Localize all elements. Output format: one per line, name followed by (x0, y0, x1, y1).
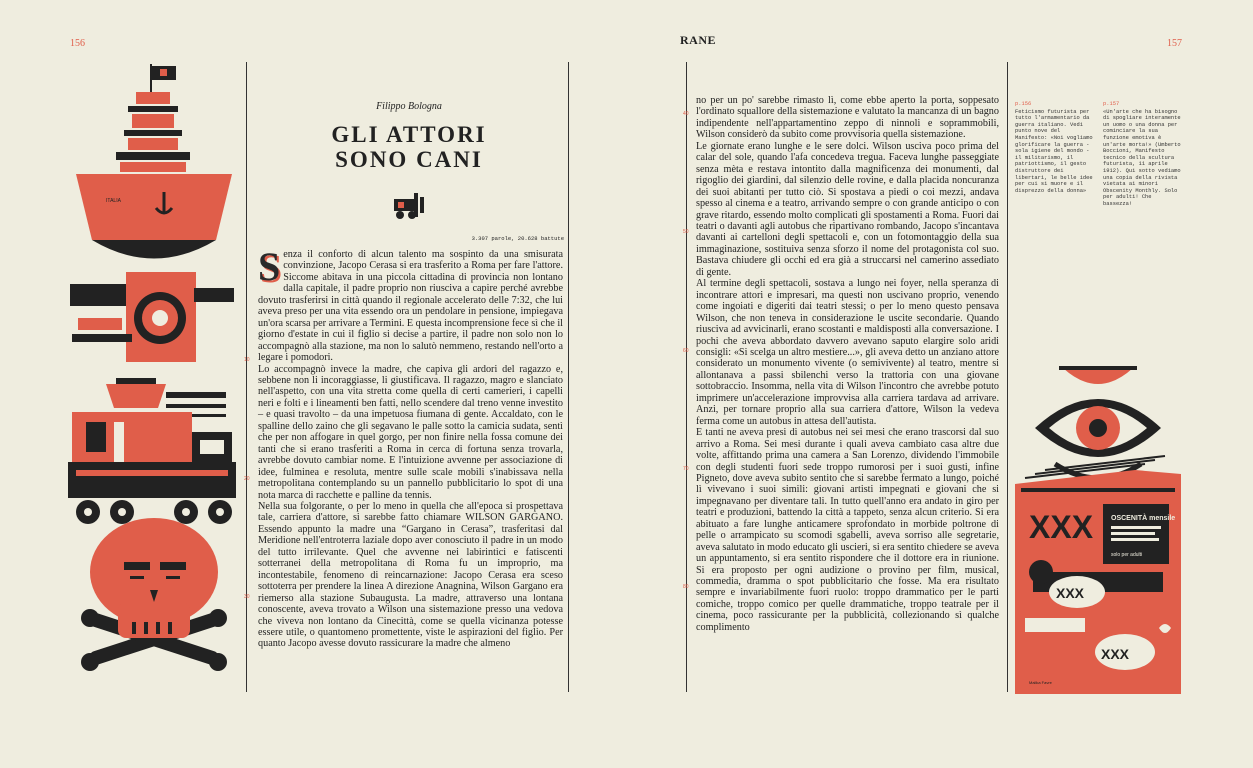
flag-pole-shape (150, 64, 152, 94)
right-page-number: 157 (1167, 38, 1182, 49)
ship-hull-shape (76, 174, 232, 240)
robot-head-shape (106, 384, 166, 408)
footnote-text: Feticismo futurista per tutto l'armamentario da guerra italiano. Vedi punto nove del Manifesto: «Noi vogliamo glorificare la guerra - sola igiene del mondo - il militarismo, il patriottismo, il gesto distruttore dei libertari, le belle idee per cui si muore e il disprezzo della donna» (1015, 108, 1093, 194)
line-number: 20 (244, 476, 250, 482)
paragraph: E tanti ne aveva presi di autobus nei sei mesi che erano trascorsi dal suo arrivo a Roma. Sei mesi durante i quali aveva cambiato casa altre due volte, affittando prima una camera a San Lorenzo, dividendo l'immobile con degli studenti fuori sede troppo rumorosi per i suoi gusti, infine Pigneto, dove aveva subito sentito che si sarebbe fermato a lungo, poiché lì vivevano i suoi simili: giovani artisti impegnati e giovani che si impegnavano per diventare tali. In tutto quell'anno era andato in giro per teatri e produzioni, battendo la città a tappeto, senza alcun criterio. Si era abituato a fare lunghe anticamere sprofondato in morbide poltrone di pelle o arrampicato su scomodi sgabelli, aveva sorriso alle segretarie, aveva salutato in modo educato gli uscieri, si era sentito chiedere se aveva un appuntamento, si era sentito rispondere che il dottore era in riunione. Si era proposto per ogni audizione o provino per film, musical, commedia, dramma o spot pubblicitario che fosse. Ma era risultato sempre e invariabilmente fuori ruolo: troppo drammatico per le parti comiche, troppo comico per quelle drammatiche, troppo teatrale per il cinema, poco rassicurante per la pubblicità, collezionando sì qualche complimento (696, 427, 999, 633)
article-column-right (696, 95, 999, 633)
magazine-subtitle: solo per adulti (1111, 552, 1143, 558)
line-number: 60 (683, 348, 689, 354)
obscenity-magazine-illustration (1015, 366, 1181, 694)
footnote-ref: p.156 (1015, 101, 1032, 107)
paragraph: Le giornate erano lunghe e le sere dolci. Wilson usciva poco prima del calar del sole, quando l'afa concedeva tregua. Faceva lunghe passeggiate senza mèta e restava intontito dalla magnificenza dei monumenti, dal rigoglio dei giardini, dal silenzio delle rovine, e dalla placida noncuranza dei suoi abitanti per tutto ciò. Si spostava a piedi o coi mezzi, andava spesso al cinema e a teatro, arrivando sempre o con grande anticipo o con grave ritardo, essendo molto complicati gli spostamenti a Roma. Fuori dai teatri o davanti agli autobus che ripartivano rombando, Jacopo s'incantava davanti ai cartelloni degli spettacoli e, con un fotomontaggio della sua immaginazione, sostituiva senza sforzo il nome del protagonista col suo. Bastava chiudere gli occhi ed era già a struccarsi nel camerino assediato di gente. (696, 140, 999, 278)
paragraph: no per un po' sarebbe rimasto lì, come ebbe aperto la porta, soppesato l'ordinato squallore della sistemazione e valutato la mancanza di un bagno indipendente nell'appartamentino zeppo di ninnoli e soprammobili, Wilson considerò da subito come provvisoria quella sistemazione. (696, 95, 999, 141)
paragraph: Al termine degli spettacoli, sostava a lungo nei foyer, nella speranza di incontrare attori e impresari, ma questi non uscivano proprio, venendo come ingoiati e digeriti dai teatri stessi; o per lo meno questo pensava Wilson, che non teneva in considerazione le uscite secondarie. Quando riusciva ad avvicinarli, erano scostanti e maldisposti alla conversazione. I pochi che aveva abbordato davvero avevano saputo elargire solo aridi consigli: «Si scelga un altro mestiere...», gli aveva detto un anziano attore considerato un monumento vivente (o semivivente) al teatro, mentre si allontanava a passi sbilenchi verso la trattoria con una giovane sottobraccio. Insomma, nella vita di Wilson l'incontro che avrebbe potuto imprimere un'accelerazione improvvisa alla carriera tardava ad arrivare. Anzi, per tornare proprio alla sua carriera d'attore, Wilson la vedeva ferma come un autobus in attesa dell'autista. (696, 278, 999, 427)
cannon-ornament-icon (392, 189, 428, 221)
line-number: 10 (244, 357, 250, 363)
ship-label: ITALIA (106, 198, 121, 204)
ship-bridge-shape (136, 92, 170, 104)
column-rule-right-text (1007, 62, 1008, 692)
column-rule-center-right (686, 62, 687, 692)
left-page-number: 156 (70, 38, 85, 49)
magazine-title-text: OSCENITÀ mensile (1111, 515, 1176, 522)
article-author: Filippo Bologna (376, 101, 442, 112)
line-number: 80 (683, 584, 689, 590)
footnote-text: «Un'arte che ha bisogno di spogliare interamente un uomo o una donna per cominciare la sua funzione emotiva è un'arte morta!» (Umberto Boccioni, Manifesto tecnico della scultura futurista, 11 aprile 1912). Qui sotto vediamo una copia della rivista vietata ai minori Obscenity Monthly. Solo per adulti! Che bassezza! (1103, 108, 1181, 207)
speech-bubble-xxx: XXX (1101, 646, 1130, 662)
futurist-totem-illustration (66, 62, 242, 694)
line-number: 70 (683, 466, 689, 472)
paragraph: Lo accompagnò invece la madre, che capiva gli ardori del ragazzo e, sebbene non li incoraggiasse, li giustificava. Il ragazzo, magro e slanciato nell'aspetto, con una vita stretta come quella di certi camerieri, i capelli neri e folti e i lineamenti ben fatti, nello scendere dal treno venne investito – e quasi travolto – da una impetuosa fiumana di gente. Accaldato, con le spalline dello zaino che gli segavano le palle sotto la camicia sudata, sentì che per non affogare in quel gorgo, per non finire nella fossa comune dei tanti che si erano trasferiti a Roma in cerca di fortuna senza trovarla, avrebbe dovuto cambiar nome. E l'intuizione avvenne per associazione di idee, fulminea e resoluta, mentre sulle scale mobili s'inabissava nella metropolitana contemplando su un pannello pubblicitario lo spot di una nota marca di racchette e palline da tennis. (258, 363, 563, 501)
speech-bubble-xxx: XXX (1056, 585, 1085, 601)
title-line-1: GLI ATTORI (331, 122, 487, 147)
illustrator-signature: Malika Favre (1029, 680, 1052, 685)
column-rule-center-left (568, 62, 569, 692)
paragraph: enza il conforto di alcun talento ma sospinto da una smisurata convinzione, Jacopo Cerasa si era trasferito a Roma per fare l'attore. Siccome abitava in una piccola cittadina di provincia non lontano dalla capitale, il padre proprio non riusciva a capire perché avrebbe dovuto trasferirsi in città quando il regionale accelerato delle 7:32, che lui aveva preso per una vita essendo ora un pendolare in pensione, impiegava un'ora scarsa per arrivare a Termini. E questa incomprensione fece sì che il giorno d'estate in cui il figlio si decise a partire, il padre non solo non lo accompagnò alla stazione, ma non lo salutò nemmeno, restando nell'orto a legare i pomodori. (258, 249, 564, 364)
masthead: RANE (680, 33, 717, 47)
footnote-157 (1103, 101, 1183, 208)
footnote-ref: p.157 (1103, 101, 1120, 107)
paragraph: Nella sua folgorante, o per lo meno in quella che all'epoca si prospettava tale, carriera d'attore, si sarebbe fatto chiamare WILSON GARGANO. Essendo appunto la madre una “Gargano in Cerasa”, trasferitasi dal Meridione nell'entroterra laziale dopo aver conosciuto il padre in un modo del tutto irrilevante. Quel che avvenne nei labirintici e fatiscenti sotterranei della metropolitana di Roma fu un improprio, ma incontestabile, fenomeno di reincarnazione: Jacopo Cerasa era sceso sottoterra per prendere la linea A direzione Anagnina, Wilson Gargano era riemerso alla stazione Subaugusta. La madre, attraverso una lontana conoscente, aveva trovato a Wilson una sistemazione presso una vedova che viveva non lontano da Cinecittà, come se quella vicinanza potesse essere utile, o quantomeno promettente, viste le aspirazioni del figlio. Per quanto Jacopo avesse dovuto rassicurare la madre che almeno (258, 500, 563, 650)
magazine-xxx-text: XXX (1029, 509, 1094, 545)
article-title (250, 122, 568, 172)
drop-cap: S (258, 244, 281, 289)
skull-crossbones-icon (81, 518, 227, 671)
title-line-2: SONO CANI (335, 147, 483, 172)
footnote-156 (1015, 101, 1095, 194)
line-number: 40 (683, 111, 689, 117)
line-number: 30 (244, 594, 250, 600)
word-count-stats: 3.307 parole, 20.628 battute (471, 235, 564, 242)
half-circle-shape (1063, 368, 1133, 384)
article-column-left (258, 244, 564, 650)
line-number: 50 (683, 229, 689, 235)
